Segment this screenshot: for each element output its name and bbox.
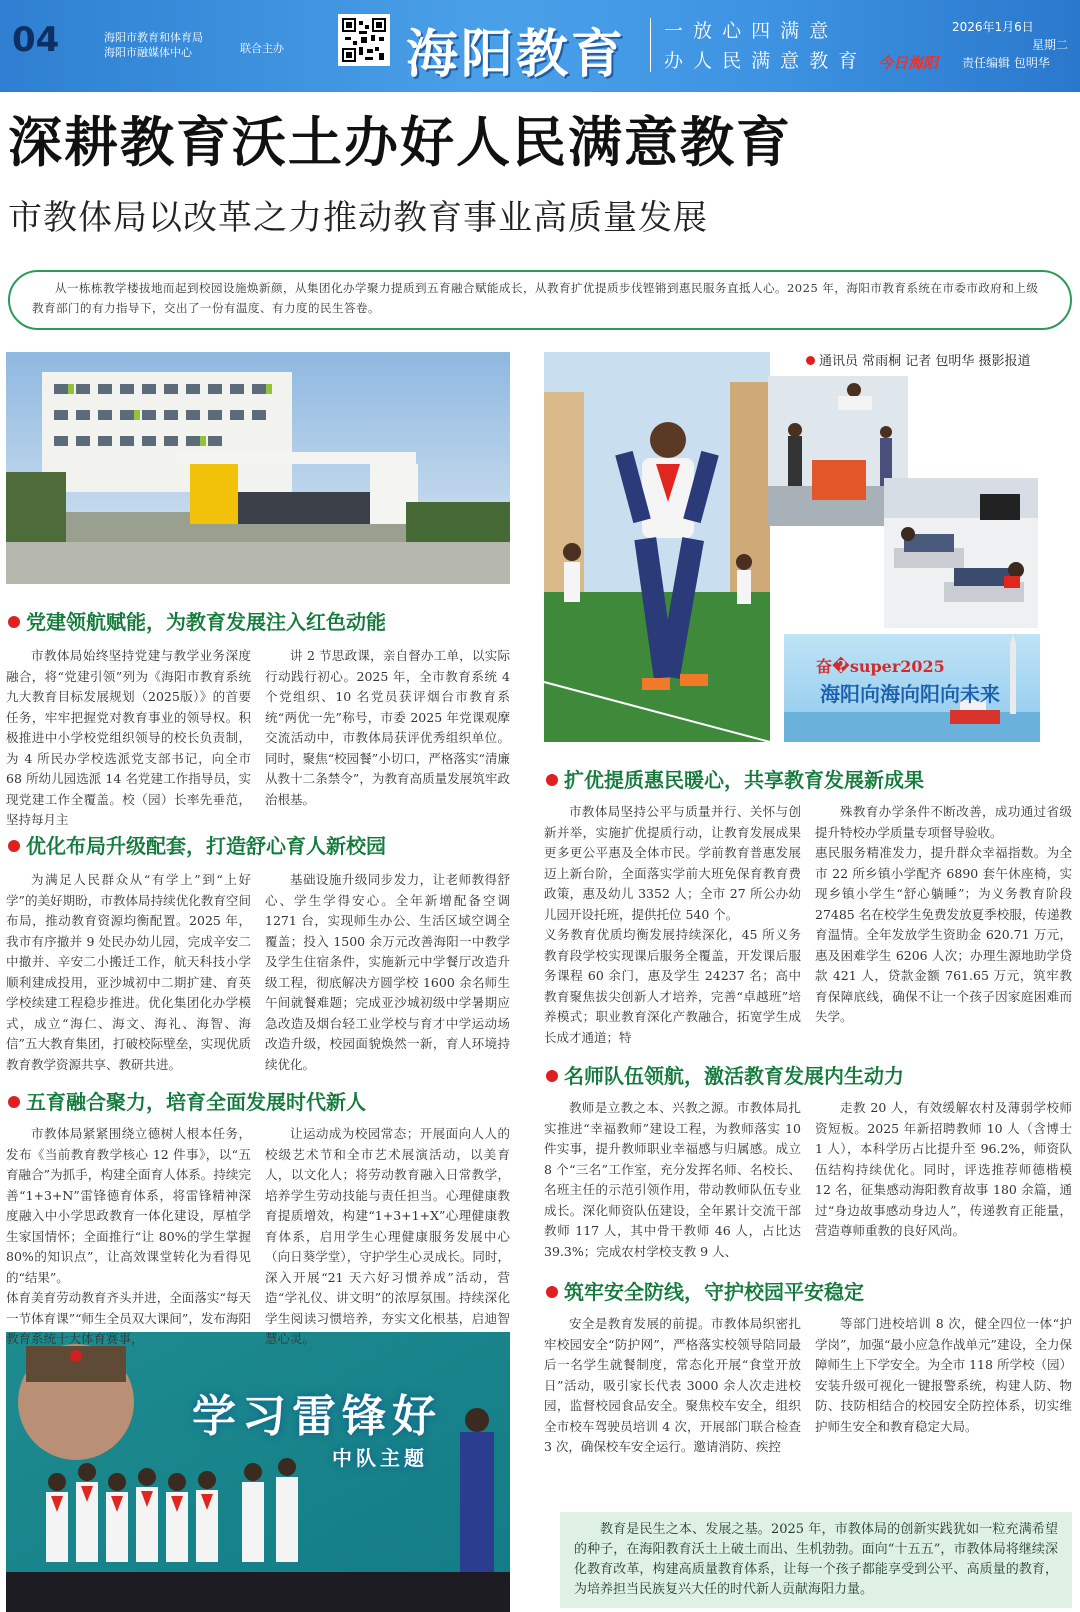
bullet-dot-icon [806,356,815,365]
bullet-dot-icon [546,1286,558,1298]
section-title-quality: 扩优提质惠民暖心，共享教育发展新成果 [546,764,924,793]
closing-box [560,1512,1072,1608]
paragraph: 市教体局始终坚持党建与教学业务深度融合，将“党建引领”列为《海阳市教育系统九大教育目标发展规划（2025版）》的首要任务，牢牢把握党对教育事业的领导权。积极推进中小学校党组织领导的校长负责制，为 4 所民办学校选派党支部书记，向全市 68 所幼儿园选派 14 名党建工作指导员，实现党建工作全覆盖。校（园）长率先垂范，坚持每月主 [6,648,251,827]
poster-year-text: 奋�super2025 [816,657,945,676]
stage-performance-photo [6,1332,510,1612]
paragraph: 市教体局紧紧围绕立德树人根本任务，发布《当前教育教学核心 12 件事》，以“五育融合”为抓手，构建全面育人体系。持续完善“1+3+N”雷锋德育体系，将雷锋精神深度融入中小学思政教育一体化建设，厚植学生家国情怀；全面推行“让 80%的学生掌握 80%的知识点”，让高效课堂转化为看得见的“结果”。 体育美育劳动教育齐头并进，全面落实“每天一节体育课”“师生全员双大课间”，发布海阳教育系统十大体育赛事， [6,1126,251,1346]
photo-credit: 通讯员 常雨桐 记者 包明华 摄影报道 [806,350,1031,369]
bullet-dot-icon [546,1070,558,1082]
newspaper-logo: 今日海阳 [878,54,939,72]
masthead [0,0,1080,92]
brand-title: 海阳教育 [406,24,627,85]
bullet-dot-icon [546,774,558,786]
bullet-dot-icon [8,840,20,852]
weekday: 星期二 [1031,38,1068,52]
sponsors [104,30,203,60]
section-body-safety [544,1314,1072,1500]
section-body-party [6,646,510,827]
section-body-layout [6,870,510,1072]
stage-banner-text: 学习雷锋好 [192,1391,442,1442]
closing-paragraph: 教育是民生之本、发展之基。2025 年，市教体局的创新实践犹如一粒充满希望的种子，在海阳教育沃土上破土而出、生机勃勃。面向“十五五”，市教体局将继续深化教育改革，构建高质量教育体系，让每一个孩子都能享受到公平、高质量的教育，为培养担当民族复兴大任的时代新人贡献海阳力量。 [574,1522,1058,1597]
divider [650,18,651,72]
paragraph: 走教 20 人，有效缓解农村及薄弱学校师资短板。2025 年新招聘教师 10 人（含博士 1 人），本科学历占比提升至 96.2%，师资队伍结构持续优化。同时，评选推荐师德楷模 12 名，征集感动海阳教育故事 180 余篇，通过“身边故事感动身边人”，传递教育正能量，营造尊师重教的良好风尚。 [815,1100,1072,1238]
sponsor-line-2: 海阳市融媒体中心 [104,46,192,59]
section-title-safety: 筑牢安全防线，守护校园平安稳定 [546,1276,864,1305]
slogan [664,16,859,76]
headline: 深耕教育沃土办好人民满意教育 [8,111,792,174]
paragraph: 让运动成为校园常态；开展面向人人的校级艺术节和全市艺术展演活动，以美育人，以文化人；将劳动教育融入日常教学，培养学生劳动技能与责任担当。心理健康教育提质增效，构建“1+3+1+X”心理健康教育体系，启用学生心理健康服务发展中心（向日葵学堂），守护学生心灵成长。同时，深入开展“21 天六好习惯养成”活动，营造“学礼仪、讲文明”的浓厚氛围。持续深化学生阅读习惯培养，夯实文化根基，启迪智慧心灵。 [265,1126,510,1346]
poster-image [784,634,1040,742]
issue-date: 2026年1月6日 [952,20,1034,34]
section-body-five-edu [6,1124,510,1346]
paragraph: 安全是教育发展的前提。市教体局织密扎牢校园安全“防护网”，严格落实校领导陪同最后一名学生就餐制度，常态化开展“食堂开放日”活动，吸引家长代表 3000 余人次走进校园，监督校园食品安全。聚焦校车安全，组织全市校车驾驶员培训 4 次，开展部门联合检查 3 次，确保校车安全运行。邀请消防、疾控 [544,1316,801,1454]
page-number: 04 [12,20,60,60]
section-title-five-edu: 五育融合聚力，培育全面发展时代新人 [8,1086,366,1115]
bullet-dot-icon [8,616,20,628]
section-body-teachers [544,1098,1072,1264]
paragraph: 为满足人民群众从“有学上”到“上好学”的美好期盼，市教体局持续优化教育空间布局，推动教育资源均衡配置。2025 年，我市有序撤并 9 处民办幼儿园，完成辛安二中撤并、辛安二小搬迁工作，航天科技小学顺利建成投用，亚沙城初中二期扩建、育英学校续建工程稳步推进。优化集团化办学模式，成立“海仁、海文、海礼、海智、海信”五大教育集团，打破校际壁垒，实现优质教育教学资源共享、教研共进。 [6,872,251,1072]
section-body-quality [544,802,1072,1048]
students-exercise-photo [544,352,770,742]
paragraph: 殊教育办学条件不断改善，成功通过省级提升特校办学质量专项督导验收。 惠民服务精准发力，提升群众幸福指数。为全市 22 所乡镇小学配齐 6890 套午休座椅，实现乡镇小学生“舒心躺睡”；为义务教育阶段 27485 名在校学生免费发放夏季校服，传递教育温情。全年发放学生资助金 620.71 万元，惠及困难学生 6206 人次；办理生源地助学贷款 421 人，贷款金额 761.65 万元，筑牢教育保障底线，确保不让一个孩子因家庭困难而失学。 [815,804,1072,1024]
lead-box [8,270,1072,330]
editor-label: 责任编辑 [962,56,1011,70]
paragraph: 基础设施升级同步发力，让老师教得舒心、学生学得安心。全年新增配备空调 1271 台，实现师生办公、生活区域空调全覆盖；投入 1500 余万元改善海阳一中教学及学生住宿条件，实施新元中学餐厅改造升级工程，彻底解决方圆学校 1600 余名师生午间就餐难题；完成亚沙城初级中学暑期应急改造及烟台轻工业学校与育才中学运动场改造升级，校园面貌焕然一新，育人环境持续优化。 [265,872,510,1072]
slogan-line-2: 办 人 民 满 意 教 育 [664,50,860,72]
section-title-teachers: 名师队伍领航，激活教育发展内生动力 [546,1060,904,1089]
qr-code-icon [338,14,390,66]
paragraph: 等部门进校培训 8 次，健全四位一体“护学岗”，加强“最小应急作战单元”建设，全力保障师生上下学安全。为全市 118 所学校（园）安装升级可视化一键报警系统，构建人防、物防、技防相结合的校园安全防控体系，切实维护师生安全和教育稳定大局。 [815,1316,1072,1434]
bullet-dot-icon [8,1096,20,1108]
slogan-line-1: 一 放 心 四 满 意 [664,20,831,42]
section-title-layout: 优化布局升级配套，打造舒心育人新校园 [8,830,386,859]
paragraph: 市教体局坚持公平与质量并行、关怀与创新并举，实施扩优提质行动，让教育发展成果更多更公平惠及全体市民。学前教育普惠发展迈上新台阶，全面落实学前大班免保育教育费政策，惠及幼儿 3352 人；全市 27 所公办幼儿园开设托班，提供托位 540 个。 义务教育优质均衡发展持续深化，45 所义务教育段学校实现课后服务全覆盖，开发课后服务课程 60 余门，惠及学生 24237 名；高中教育聚焦拔尖创新人才培养，完善“卓越班”培养模式；职业教育深化产教融合，拓宽学生成长成才通道；特 [544,804,801,1045]
poster-slogan-text: 海阳向海向阳向未来 [820,682,1000,706]
classroom-photo [884,478,1038,628]
subheadline: 市教体局以改革之力推动教育事业高质量发展 [8,198,708,238]
section-title-party: 党建领航赋能，为教育发展注入红色动能 [8,606,386,635]
editor-credit [962,54,1050,71]
paragraph: 讲 2 节思政课，亲自督办工单，以实际行动践行初心。2025 年，全市教育系统 4 个党组织、10 名党员获评烟台市教育系统“两优一先”称号，市委 2025 年党课观摩交流活动中，市教体局获评优秀组织单位。同时，聚焦“校园餐”小切口，严格落实“清廉从教十二条禁令”，为教育高质量发展筑牢政治根基。 [265,648,510,807]
stage-sub-text: 中队主题 [332,1446,428,1470]
paragraph: 教师是立教之本、兴教之源。市教体局扎实推进“幸福教师”建设工程，为教师落实 10 件实事，提升教师职业幸福感与归属感。成立 8 个“三名”工作室，充分发挥名师、名校长、名班主任的示范引领作用，带动教师队伍专业成长。深化师资队伍建设，全年累计交流干部教师 117 人，其中骨干教师 46 人，占比达 39.3%；完成农村学校支教 9 人、 [544,1100,801,1259]
school-building-photo [6,352,510,584]
sponsor-line-1: 海阳市教育和体育局 [104,31,203,44]
sponsor-tag: 联合主办 [240,42,284,55]
editor-name: 包明华 [1013,56,1050,70]
lead-paragraph: 从一栋栋教学楼拔地而起到校园设施焕新颜，从集团化办学聚力提质到五育融合赋能成长，从教育扩优提质步伐铿锵到惠民服务直抵人心。2025 年，海阳市教育系统在市委市政府和上级教育部门的有力指导下，交出了一份有温度、有力度的民生答卷。 [32,281,1039,315]
